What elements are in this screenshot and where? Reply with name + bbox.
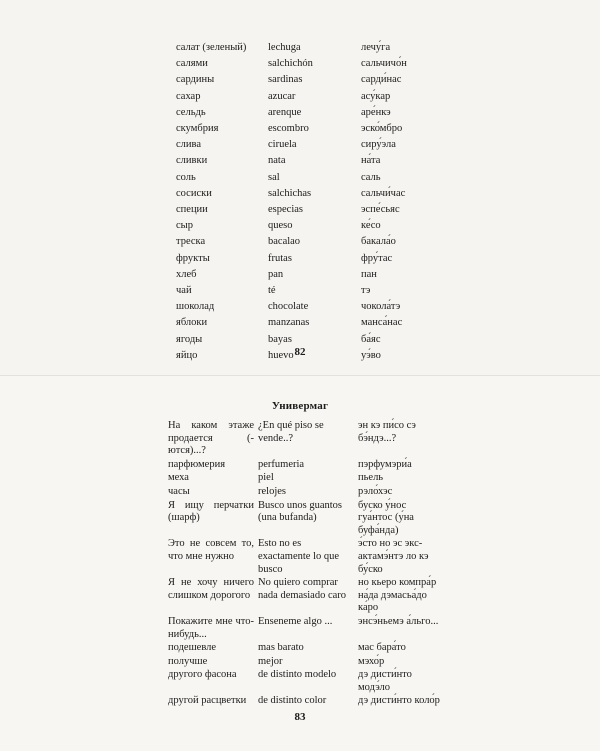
russian-phrase: Это не совсем то, что мне нужно	[168, 538, 254, 562]
vocab-row	[176, 234, 441, 250]
phrase-row	[168, 459, 442, 473]
spanish-phrase: bacalao	[268, 236, 301, 248]
transcription: эспе́сьяс	[361, 204, 400, 216]
spanish-phrase: Enseneme algo ...	[258, 615, 333, 627]
transcription: лечу́га	[361, 42, 391, 53]
transcription: мэхо́р	[358, 655, 385, 667]
russian-phrase: другой расцветки	[168, 695, 247, 707]
spanish-phrase: salchichas	[268, 187, 312, 199]
transcription: рэло́хэс	[358, 485, 393, 497]
phrase-row	[168, 669, 442, 695]
transcription: саль	[361, 171, 381, 183]
spanish-phrase: salchichón	[268, 58, 313, 70]
russian-phrase: специи	[176, 204, 208, 216]
russian-phrase: фрукты	[176, 252, 210, 264]
russian-phrase: сардины	[176, 74, 215, 86]
transcription: чокола́тэ	[361, 301, 401, 313]
transcription: сальчи́час	[361, 187, 406, 199]
spanish-phrase: nata	[268, 155, 286, 167]
transcription: эско́мбро	[361, 123, 403, 135]
spanish-phrase: manzanas	[268, 317, 310, 329]
transcription: но кьеро компра́р на́да дэмасьа́до ка́ро	[358, 577, 437, 614]
spanish-phrase: escombro	[268, 123, 309, 135]
transcription: пан	[361, 268, 377, 280]
phrase-row	[168, 656, 442, 670]
phrase-row	[168, 695, 442, 709]
transcription: сарди́нас	[361, 74, 402, 86]
russian-phrase: сахар	[176, 90, 201, 102]
transcription: мас бара́то	[358, 642, 406, 654]
page-83	[0, 375, 600, 751]
transcription: буско у́нос гуа́нтос (у́на буфа́нда)	[358, 499, 414, 536]
transcription: аре́нкэ	[361, 106, 391, 118]
russian-phrase: шоколад	[176, 301, 215, 313]
vocab-row	[176, 56, 441, 72]
page-number: 82	[294, 346, 306, 358]
russian-phrase: слива	[176, 139, 201, 151]
spanish-phrase: Busco unos guantos (una bufanda)	[258, 499, 342, 524]
russian-phrase: парфюмерия	[168, 458, 226, 470]
transcription: тэ	[361, 285, 371, 297]
transcription: дэ дисти́нто коло́р	[358, 695, 440, 707]
spanish-phrase: relojes	[258, 485, 286, 497]
russian-phrase: ягоды	[176, 333, 203, 345]
spanish-phrase: Esto no es exactamente lo que busco	[258, 538, 340, 575]
spanish-phrase: huevo	[268, 349, 294, 361]
transcription: бакала́о	[361, 236, 396, 248]
transcription: дэ дисти́нто модэ́ло	[358, 669, 412, 693]
phrase-table	[168, 420, 442, 709]
russian-phrase: соль	[176, 171, 196, 183]
spanish-phrase: mejor	[258, 655, 283, 667]
spanish-phrase: ¿En qué piso se vende..?	[258, 420, 324, 444]
russian-phrase: сосиски	[176, 187, 212, 199]
spanish-phrase: pan	[268, 268, 284, 280]
spanish-phrase: piel	[258, 472, 274, 484]
vocab-row	[176, 186, 441, 202]
vocab-row	[176, 218, 441, 234]
russian-phrase: чай	[176, 285, 192, 297]
spanish-phrase: ciruela	[268, 139, 297, 151]
vocab-row	[176, 315, 441, 331]
russian-phrase: получше	[168, 655, 208, 667]
russian-phrase: хлеб	[176, 268, 197, 280]
spanish-phrase: de distinto color	[258, 695, 327, 707]
transcription: фру́тас	[361, 252, 393, 264]
transcription: асу́кар	[361, 90, 391, 102]
transcription: ба́яс	[361, 333, 381, 345]
vocab-row	[176, 40, 441, 56]
spanish-phrase: queso	[268, 220, 293, 232]
spanish-phrase: mas barato	[258, 642, 304, 654]
vocab-row	[176, 105, 441, 121]
transcription: на́та	[361, 155, 381, 167]
spanish-phrase: No quiero comprar nada demasiado caro	[258, 577, 347, 601]
spanish-phrase: té	[268, 285, 276, 297]
page-number: 83	[294, 711, 306, 723]
russian-phrase: сельдь	[176, 106, 206, 118]
transcription: сиру́эла	[361, 139, 396, 151]
vocab-row	[176, 121, 441, 137]
transcription: пьель	[358, 472, 384, 484]
vocab-row	[176, 170, 441, 186]
spanish-phrase: arenque	[268, 106, 302, 118]
spanish-phrase: frutas	[268, 252, 292, 264]
russian-phrase: подешевле	[168, 642, 217, 654]
russian-phrase: сыр	[176, 220, 193, 232]
transcription: э́сто но эс экс-актамэ́нтэ ло кэ бу́ско	[358, 538, 429, 575]
vocab-row	[176, 283, 441, 299]
russian-phrase: сливки	[176, 155, 208, 167]
transcription: манса́нас	[361, 317, 403, 329]
vocabulary-table	[176, 40, 441, 364]
russian-phrase: другого фасона	[168, 669, 237, 681]
russian-phrase: Я ищу перчатки (шарф)	[168, 499, 254, 524]
spanish-phrase: perfumeria	[258, 458, 305, 470]
russian-phrase: скумбрия	[176, 123, 219, 135]
vocab-row	[176, 89, 441, 105]
phrase-row	[168, 616, 442, 642]
vocab-row	[176, 72, 441, 88]
spanish-phrase: chocolate	[268, 301, 309, 313]
russian-phrase: салями	[176, 58, 208, 70]
phrase-row	[168, 538, 442, 577]
vocab-row	[176, 251, 441, 267]
russian-phrase: треска	[176, 236, 206, 248]
phrase-row	[168, 472, 442, 486]
phrase-row	[168, 577, 442, 616]
spanish-phrase: de distinto modelo	[258, 669, 337, 681]
transcription: пэрфумэри́а	[358, 458, 412, 470]
russian-phrase: Я не хочу ничего слишком дорогого	[168, 577, 254, 601]
section-title: Универмаг	[271, 400, 329, 412]
spanish-phrase: sardinas	[268, 74, 303, 86]
russian-phrase: На каком этаже продается (-ются)...?	[168, 420, 254, 457]
russian-phrase: часы	[168, 485, 190, 497]
phrase-row	[168, 642, 442, 656]
vocab-row	[176, 267, 441, 283]
spanish-phrase: bayas	[268, 333, 292, 345]
spanish-phrase: lechuga	[268, 42, 301, 53]
transcription: ке́со	[361, 220, 381, 232]
russian-phrase: Покажите мне что-нибудь...	[168, 615, 254, 640]
vocab-row	[176, 153, 441, 169]
spanish-phrase: sal	[268, 171, 280, 183]
phrase-row	[168, 486, 442, 500]
transcription: уэ́во	[361, 349, 381, 361]
transcription: эн кэ пи́со сэ бэ́ндэ...?	[358, 420, 416, 444]
page-82	[0, 0, 600, 375]
russian-phrase: яблоки	[176, 317, 208, 329]
transcription: энсэ́ньемэ а́льго...	[358, 615, 439, 627]
vocab-row	[176, 202, 441, 218]
spanish-phrase: azucar	[268, 90, 296, 102]
vocab-row	[176, 299, 441, 315]
vocab-row	[176, 137, 441, 153]
phrase-row	[168, 420, 442, 459]
russian-phrase: яйцо	[176, 349, 198, 361]
russian-phrase: салат (зеленый)	[176, 42, 247, 53]
phrase-row	[168, 500, 442, 539]
russian-phrase: меха	[168, 472, 189, 484]
transcription: сальчичо́н	[361, 58, 407, 70]
spanish-phrase: especias	[268, 204, 303, 216]
